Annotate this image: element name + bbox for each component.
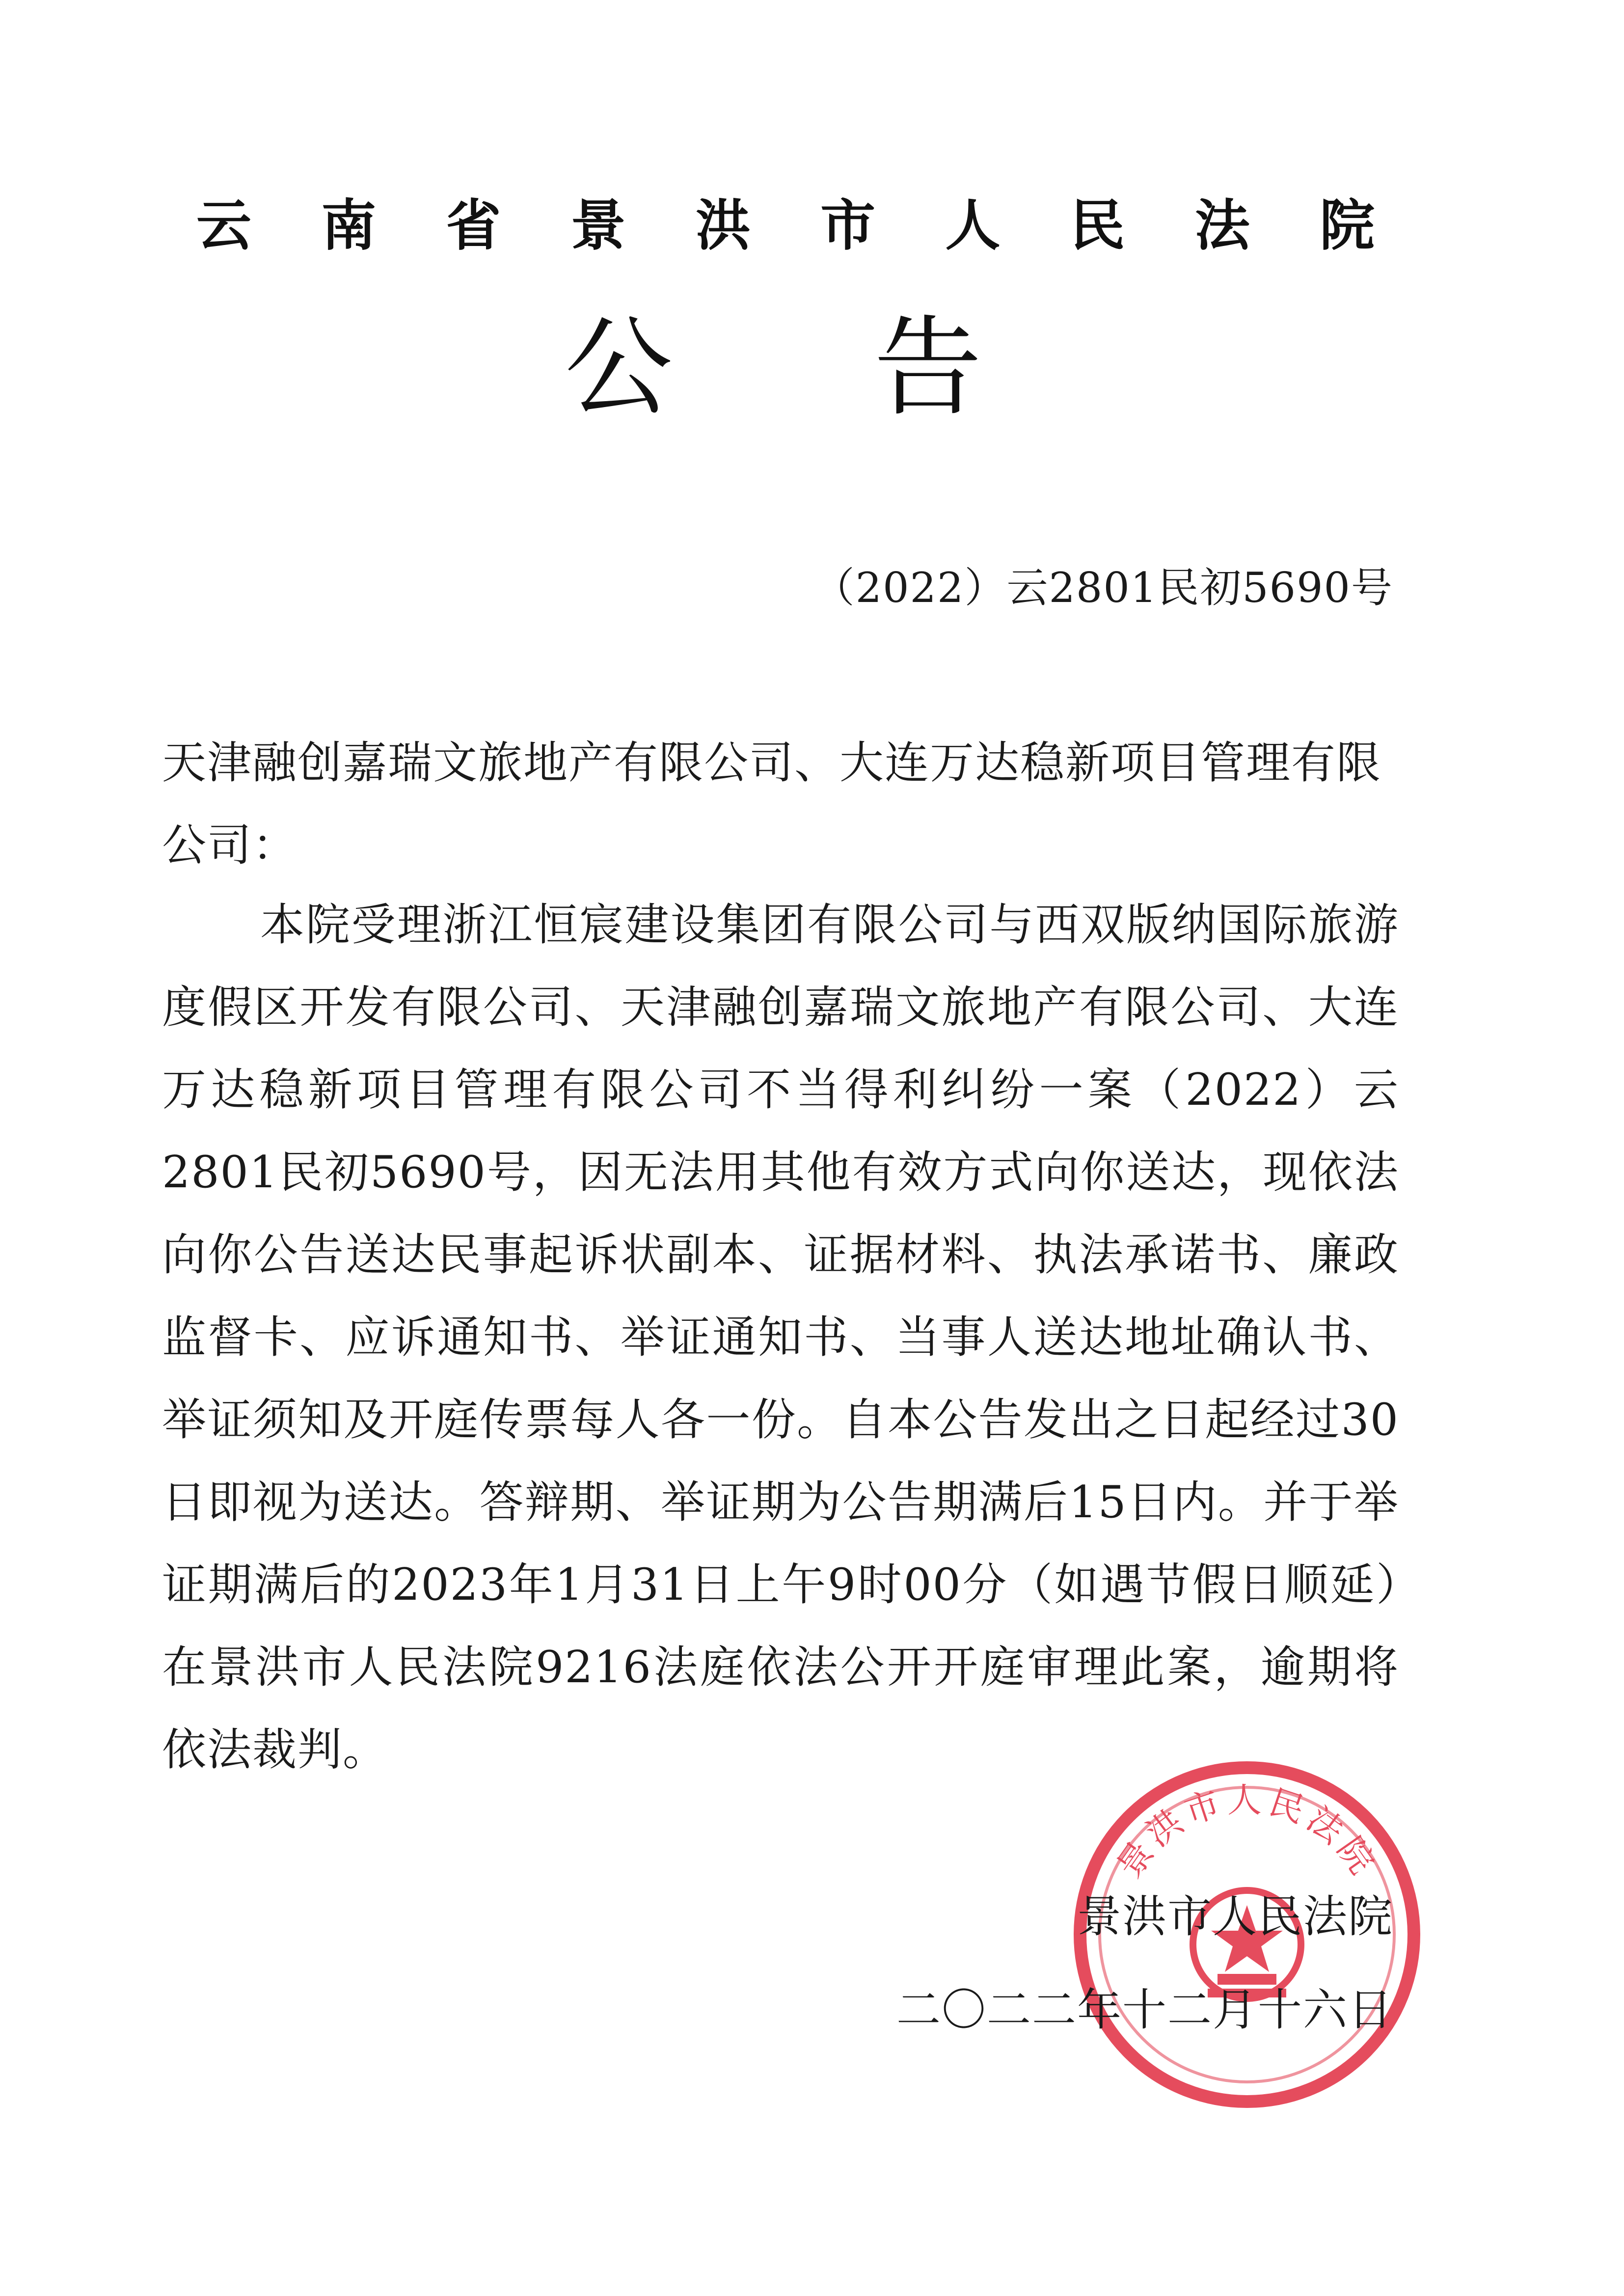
title-char: 告 [873,305,982,431]
court-name-heading [196,182,1375,260]
case-number: （2022）云2801民初5690号 [813,564,1393,612]
notice-body: 本院受理浙江恒宸建设集团有限公司与西双版纳国际旅游度假区开发有限公司、天津融创嘉瑞文旅地产有限公司、大连万达稳新项目管理有限公司不当得利纠纷一案（2022）云2801民初5690号，因无法用其他有效方式向你送达，现依法向你公告送达民事起诉状副本、证据材料、执法承诺书、廉政监督卡、应诉通知书、举证通知书、当事人送达地址确认书、举证须知及开庭传票每人各一份。自本公告发出之日起经过30日即视为送达。答辩期、举证期为公告期满后15日内。并于举证期满后的2023年1月31日上午9时00分（如遇节假日顺延）在景洪市人民法院9216法庭依法公开开庭审理此案，逾期将依法裁判。 [162,899,1399,1776]
court-name-char: 云 [196,193,251,258]
court-name-char: 院 [1319,193,1375,258]
title-char: 公 [565,305,673,431]
signature-date: 二〇二二年十二月十六日 [896,1984,1393,2036]
court-name-char: 人 [945,193,1001,258]
court-name-char: 市 [820,193,876,258]
addressee: 天津融创嘉瑞文旅地产有限公司、大连万达稳新项目管理有限公司： [162,737,1381,871]
signature-court: 景洪市人民法院 [1077,1891,1393,1942]
document-title [565,295,982,431]
court-name-char: 法 [1194,193,1250,258]
court-name-char: 景 [570,193,626,258]
seal-text: 景洪市人民法院 [1109,1780,1385,1886]
court-name-char: 洪 [695,193,751,258]
court-name-char: 民 [1070,193,1125,258]
court-name-char: 南 [321,193,377,258]
court-name-char: 省 [446,193,501,258]
